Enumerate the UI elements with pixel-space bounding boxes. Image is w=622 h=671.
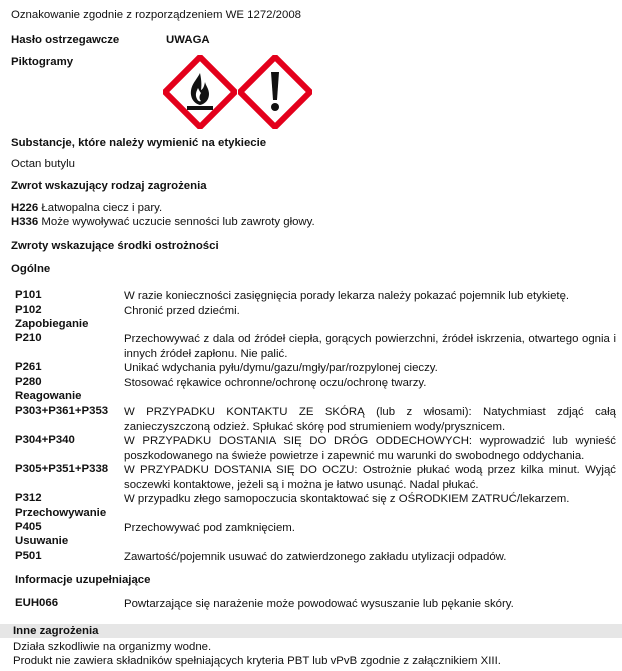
precaution-text: Przechowywać z dala od źródeł ciepła, gorących powierzchni, źródeł iskrzenia, otwartego ognia i innych źródeł zapłonu. Nie palić.: [124, 333, 616, 360]
precaution-text: W razie konieczności zasięgnięcia porady lekarza należy pokazać pojemnik lub etykietę.: [124, 290, 570, 302]
precaution-code: P101: [15, 289, 42, 301]
subheading-prevention: Zapobieganie: [15, 318, 89, 330]
precautionary-general-label: Ogólne: [11, 263, 51, 275]
precaution-text: Przechowywać pod zamknięciem.: [124, 522, 295, 534]
supplementary-text: Powtarzające się narażenie może powodować wysuszanie lub pękanie skóry.: [124, 598, 514, 610]
hazard-heading: Zwrot wskazujący rodzaj zagrożenia: [11, 180, 207, 192]
precaution-text: Chronić przed dziećmi.: [124, 305, 240, 317]
precaution-code: P312: [15, 492, 42, 504]
precaution-text: W PRZYPADKU DOSTANIA SIĘ DO OCZU: Ostrożnie płukać wodą przez kilka minut. Wyjąć soczewki kontaktowe, jeżeli są i można je łatwo usunąć. Nadal płukać.: [124, 464, 616, 491]
supplementary-code: EUH066: [15, 597, 59, 609]
precaution-text: W PRZYPADKU DOSTANIA SIĘ DO DRÓG ODDECHOWYCH: wyprowadzić lub wynieść poszkodowanego na świeże powietrze i zapewnić mu warunki do swobodnego oddychania.: [124, 435, 616, 462]
precaution-code: P210: [15, 332, 42, 344]
other-hazards-heading: Inne zagrożenia: [13, 625, 99, 637]
precaution-code: P102: [15, 304, 42, 316]
hazard-statement: [11, 202, 162, 214]
hazard-code: H226: [11, 202, 39, 214]
precaution-code: P501: [15, 550, 42, 562]
signal-word-value: UWAGA: [166, 34, 210, 46]
subheading-disposal: Usuwanie: [15, 535, 69, 547]
signal-word-label: Hasło ostrzegawcze: [11, 34, 120, 46]
precaution-code: P305+P351+P338: [15, 463, 109, 475]
precaution-text: Zawartość/pojemnik usuwać do zatwierdzonego zakładu utylizacji odpadów.: [124, 551, 507, 563]
hazard-statement: [11, 216, 315, 228]
precaution-text: W przypadku złego samopoczucia skontaktować się z OŚRODKIEM ZATRUĆ/lekarzem.: [124, 493, 570, 505]
precaution-text: Stosować rękawice ochronne/ochronę oczu/ochronę twarzy.: [124, 377, 427, 389]
exclamation-mark-pictogram-icon: [238, 55, 312, 129]
supplementary-heading: Informacje uzupełniające: [15, 574, 151, 586]
substances-value: Octan butylu: [11, 158, 75, 170]
hazard-text: Może wywoływać uczucie senności lub zawroty głowy.: [41, 216, 315, 228]
subheading-storage: Przechowywanie: [15, 507, 107, 519]
other-hazards-line: Działa szkodliwie na organizmy wodne.: [13, 641, 212, 653]
precautionary-heading: Zwroty wskazujące środki ostrożności: [11, 240, 219, 252]
precaution-code: P303+P361+P353: [15, 405, 109, 417]
precaution-text: W PRZYPADKU KONTAKTU ZE SKÓRĄ (lub z włosami): Natychmiast zdjąć całą zanieczyszczoną odzież. Spłukać skórę pod strumieniem wody/prysznicem.: [124, 406, 616, 433]
precaution-text: Unikać wdychania pyłu/dymu/gazu/mgły/par/rozpylonej cieczy.: [124, 362, 438, 374]
document-header: Oznakowanie zgodnie z rozporządzeniem WE 1272/2008: [11, 9, 301, 21]
hazard-code: H336: [11, 216, 39, 228]
precaution-code: P304+P340: [15, 434, 75, 446]
flame-pictogram-icon: [163, 55, 237, 129]
hazard-text: Łatwopalna ciecz i pary.: [41, 202, 163, 214]
pictograms-label: Piktogramy: [11, 56, 74, 68]
substances-heading: Substancje, które należy wymienić na etykiecie: [11, 137, 267, 149]
precaution-code: P261: [15, 361, 42, 373]
subheading-response: Reagowanie: [15, 390, 82, 402]
precaution-code: P280: [15, 376, 42, 388]
precaution-code: P405: [15, 521, 42, 533]
other-hazards-line: Produkt nie zawiera składników spełniających kryteria PBT lub vPvB zgodnie z załącznikiem XIII.: [13, 655, 501, 667]
